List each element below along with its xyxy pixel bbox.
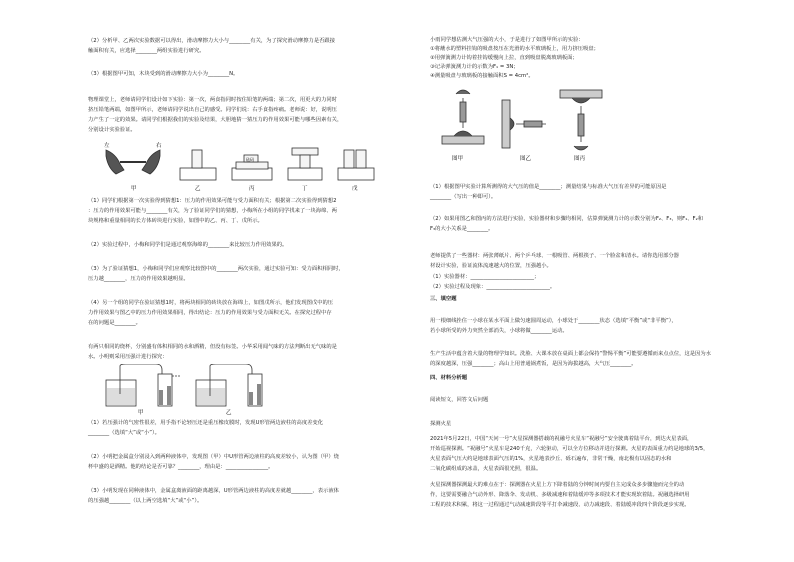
- suction-c: [560, 90, 602, 150]
- question-pressure-3b: 压力越________，压力的作用效果越明显。: [88, 276, 189, 282]
- question-pressure-4b: 力作用效果与图乙中的压力作用效果相同，得出结论：压力的作用效果与受力面积无关。在探究过程中存: [88, 310, 332, 316]
- suction-a: [442, 90, 484, 144]
- material-para-2b: 作，这要需要融合气动外形、降落伞、发动机、多级减速和着陆缓冲等多项技术才能实现软着陆。祝融选择研用: [430, 492, 690, 498]
- fig3-label-b: 图乙: [520, 156, 532, 162]
- fig1-label-c: 丙: [249, 186, 255, 192]
- section-material: 四、材料分析题: [430, 375, 468, 381]
- fig1-label-e: 戊: [352, 186, 358, 192]
- fill-question-2b: 的深度越深，压强________；高山上用普通锅煮饭，是因为海拔越高，大气压________。: [430, 361, 637, 367]
- material-para-2c: 工程的技术积累，将这一过程通过气动减速阶段等平打伞减速段、动力减速段、着陆缓冲段四个阶段逐步实现。: [430, 502, 690, 508]
- atm-step-1: ①将蘸水的塑料挂钩的吸盘按压在光滑的水平玻璃板上，用力挤压吸盘；: [430, 46, 599, 52]
- fig1-label-d: 丁: [302, 186, 308, 192]
- fig2-label-b: 乙: [226, 410, 232, 416]
- atm-question-1: （1）根据图甲实验计算所测得的大气压的值是________；测量结果与标准大气压有差异的可能原因是: [430, 184, 667, 190]
- material-para-1c: 火星表面气压大约是地球表面气压的1%，火星地表沙丘、砾石遍布，非常干燥，南北极有以固态的水和: [430, 456, 672, 462]
- material-para-1: 2021年5月22日，中国“天问一号”火星探测器搭载的祝融号火星车“祝融号”安全驶离着陆平台，到达火星表面，: [430, 436, 693, 442]
- question-liquid-3: （3）小明发现在同种液体中，金属盒离液面的距离越深，U形管两边液柱的高度差就越________，表示液体: [88, 488, 339, 494]
- fig1-weight-tag: 砝码: [246, 157, 254, 162]
- fig2-label-a: 甲: [138, 410, 144, 416]
- atm-step-3: ③记录弹簧测力计的示数为F₁ = 3N；: [430, 64, 519, 70]
- fill-question-1b: 若小球所受的外力突然全部消失，小球将做________运动。: [430, 328, 568, 334]
- question-pressure-3: （3）为了验证猜想1，小梅和同学们应观察比较图中的________两次实验，通过实验可知：受力面积相同时，: [88, 266, 344, 272]
- atm-question-1b: ________（写出一种即可）。: [430, 194, 497, 200]
- fig1-label-a: 甲: [131, 186, 137, 192]
- fill-question-2: 生产生活中蕴含着大量的物理学知识。洗脸、大课本放在桌面上都会保持“警惕平衡”可能要遵循而来点点位，这是因为水: [430, 351, 711, 357]
- question-pressure-4c: 在的问题是________。: [88, 320, 141, 326]
- material-para-2: 火星探测器探测最大的难点在于：探测器在火星上方下降着陆的分钟时间内要自主完成众多步骤施而完全的动: [430, 482, 685, 488]
- material-para-1d: 二氧化碳组成的冰盖，火星表面很光照，很温。: [430, 466, 542, 472]
- question-pressure-1: （1）同学们根据第一次实验得到猜想1：压力的作用效果可能与受力面积有关；根据第二次实验得到猜想2: [88, 198, 337, 204]
- figure-suction-cup: [436, 84, 616, 174]
- material-para-1b: 开始巡视探测。“祝融号”火星车是240千克，六轮驱动，可以全方位移动并进行探测。火星的表面重力约是地球的3/5，: [430, 446, 709, 452]
- question-liquid-2b: 杯中盛的是酒精。他的结论是否可靠？________，理由是：________________。: [88, 464, 274, 470]
- flow-question-d: （2）实验过程及现象：________________________。: [430, 284, 556, 290]
- suction-b: [502, 100, 546, 148]
- question-2-cont: 触面积有关，应选择________两组实验进行研究。: [88, 48, 205, 54]
- fig1-tag-right: 右: [156, 143, 162, 149]
- paragraph-pressure: 物理课堂上，老师请同学们设计如下实验：第一次，两食指同时按住铅笔的两端；第二次，用更大的力同时: [88, 97, 337, 103]
- question-liquid-2: （2）小明把金属盒分别浸入到两种液体中，发现图（甲）中U形管两边液柱的高度差较小，认为图（甲）烧: [88, 454, 339, 460]
- flow-question: 老师提供了一些器材：两张薄纸片、两个乒乓球、一根吸管、两根筷子、一个脸盆和清水。请你选用部分器: [430, 253, 679, 259]
- paragraph-pressure-4: 分别设计实验验证。: [88, 127, 136, 133]
- atm-step-2: ②用弹簧测力计钩着挂钩缓慢向上拉，直到吸盘脱离玻璃板面；: [430, 55, 578, 61]
- question-pressure-1c: 块规格和重量相同的长方体砖块进行实验，如图中的乙、丙、丁、戊所示。: [88, 218, 263, 224]
- question-liquid-1: （1）若压强计的气密性很差，用手指不论轻压还是重压橡皮膜时，发现U形管两边液柱的高度差变化: [88, 420, 324, 426]
- sponge-brick-b: [180, 150, 216, 180]
- paragraph-pressure-2: 挤压铅笔两端，如图甲所示，老师请同学说出自己的感受。同学们说：右手食指疼痛。老师说：好，说明压: [88, 107, 337, 113]
- flow-question-c: （1）实验器材：________________________；: [430, 274, 540, 280]
- atm-step-4: ④测量吸盘与玻璃板的接触面积S = 4cm²。: [430, 73, 534, 79]
- atm-question-2: （2）如果用图乙和图丙的方法进行实验，实验器材和步骤均相同，估算弹簧测力计的示数分别为F₂、F₃，则F₁、F₂和: [430, 216, 704, 222]
- figure-sponge-experiment: [98, 138, 398, 194]
- section-fill-blank: 三、填空题: [430, 296, 457, 302]
- fill-question-1: 用一根细线拴住一小球在某水平面上做匀速圆周运动，小球处于________状态（选填“平衡”或“非平衡”），: [430, 318, 677, 324]
- material-instruction: 阅读短文，回答文后问题: [430, 397, 489, 403]
- manometer-a: [106, 364, 180, 406]
- figure-manometer: [102, 364, 302, 416]
- sponge-brick-d: [288, 148, 322, 180]
- question-pressure-2: （2）实验过程中，小梅和同学们是通过观察海绵的________来比较压力作用效果的。: [88, 242, 288, 248]
- paragraph-liquid: 有两只相同的烧杯，分别盛有体积相同的水和酒精，但没有标签。小华采用闻气味的方法判断出无气味的是: [88, 344, 337, 350]
- paragraph-pressure-3: 力产生了一定的效果。请同学们根据我们的实验及结果，大胆地猜一猜压力的作用效果可能与哪些因素有关，: [88, 117, 343, 123]
- question-3: （3）根据图甲可知，木块受到的滑动摩擦力大小为________N。: [88, 71, 239, 77]
- atm-intro: 小雨同学想估测大气压强的大小，于是进行了如图甲所示的实验：: [430, 37, 584, 43]
- fig3-label-a: 图甲: [452, 156, 464, 162]
- question-pressure-1b: ：压力的作用效果可能与________有关，为了验证同学们的猜想，小梅所在小组的同学找来了一块海绵、两: [88, 208, 337, 214]
- atm-question-2b: F₃的大小关系是________。: [430, 226, 494, 232]
- fig3-label-c: 图丙: [574, 156, 586, 162]
- question-liquid-3b: 的压强越________（以上两空选填“大”或“小”）。: [88, 498, 203, 504]
- question-liquid-1b: ________（选填“大”或“小”）。: [88, 430, 160, 436]
- manometer-b: [196, 364, 262, 406]
- sponge-brick-e: [338, 150, 374, 180]
- material-title: 探测火星: [430, 421, 452, 427]
- question-pressure-4: （4）另一个组的同学在验证猜想1时，将两块相同的砖块放在海绵上，如图戊所示，他们发现图戊中的压: [88, 300, 334, 306]
- fig1-label-b: 乙: [195, 186, 201, 192]
- fig1-tag-left: 左: [104, 143, 110, 149]
- paragraph-liquid-2: 水。小明则采用压强计进行探究：: [88, 354, 168, 360]
- hands-pencil-illustration: [106, 150, 160, 174]
- question-2: （2）分析甲、乙两次实验数据可以得出，滑动摩擦力大小与________有关，为了探究滑动摩擦力是否跟接: [88, 38, 336, 44]
- flow-question-b: 材设计实验，验证流体流速越大的位置，压强越小。: [430, 263, 552, 269]
